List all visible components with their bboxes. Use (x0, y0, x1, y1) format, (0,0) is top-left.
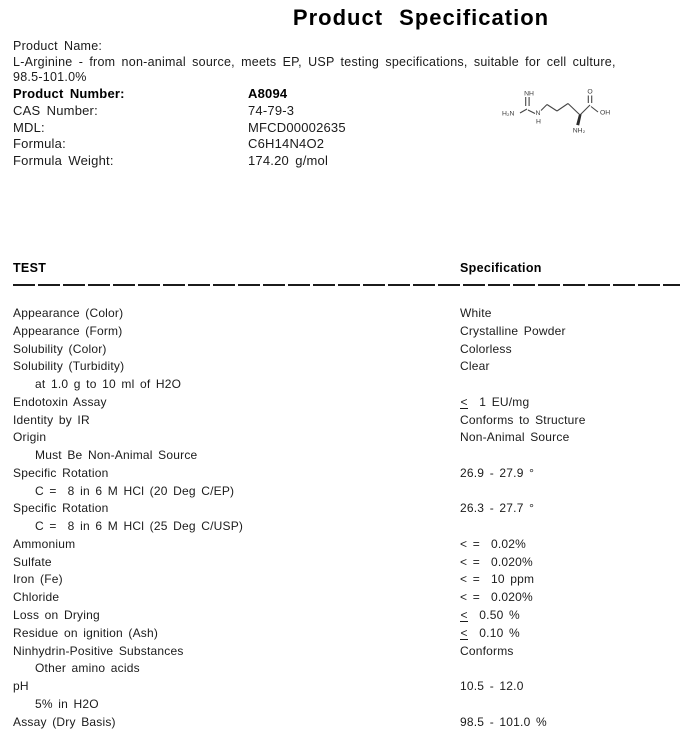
test-name: Specific Rotation (13, 501, 109, 516)
table-row (13, 341, 680, 359)
detail-label: Formula Weight: (13, 153, 114, 169)
table-row (13, 483, 680, 501)
nh-atom-label: NH (524, 90, 534, 98)
spec-value: < 1 EU/mg (460, 394, 530, 409)
spec-value: Crystalline Powder (460, 323, 566, 338)
test-name: Solubility (Color) (13, 341, 107, 356)
h2n-atom-label: H₂N (502, 110, 515, 118)
table-row (13, 358, 680, 376)
test-name: Solubility (Turbidity) (13, 359, 125, 374)
table-row (13, 394, 680, 412)
o-atom-label: O (587, 88, 593, 96)
test-name: Must Be Non-Animal Source (35, 448, 198, 463)
product-name-line-2: 98.5-101.0% (13, 70, 87, 84)
detail-label: CAS Number: (13, 102, 98, 118)
table-row (13, 625, 680, 643)
table-row (13, 607, 680, 625)
spec-value: < 0.50 % (460, 608, 520, 623)
detail-label: Formula: (13, 136, 66, 152)
detail-row (13, 120, 346, 137)
test-name: Iron (Fe) (13, 572, 63, 587)
product-name-line-1: L-Arginine - from non-animal source, meets EP, USP testing specifications, suitable for cell culture, (13, 55, 616, 69)
product-details (13, 86, 346, 170)
detail-row (13, 103, 346, 120)
table-row (13, 571, 680, 589)
spec-value: 26.3 - 27.7 ° (460, 501, 535, 516)
oh-atom-label: OH (600, 109, 611, 117)
spec-value: < = 0.020% (460, 554, 533, 569)
spec-value: 10.5 - 12.0 (460, 679, 524, 694)
table-row (13, 518, 680, 536)
test-name: Sulfate (13, 554, 52, 569)
test-name: Chloride (13, 590, 60, 605)
test-name: Identity by IR (13, 412, 90, 427)
page-title: Product Specification (292, 5, 550, 30)
table-header-row (13, 261, 667, 278)
spec-value: < = 0.02% (460, 536, 527, 551)
test-name: pH (13, 679, 29, 694)
spec-value: Conforms (460, 643, 514, 658)
test-name: Other amino acids (35, 661, 140, 676)
table-row (13, 536, 680, 554)
test-name: 5% in H2O (35, 696, 99, 711)
test-name: Appearance (Form) (13, 323, 123, 338)
table-row (13, 500, 680, 518)
table-row (13, 660, 680, 678)
table-row (13, 554, 680, 572)
detail-value: MFCD00002635 (248, 119, 346, 135)
spec-value: White (460, 306, 492, 320)
less-than-or-equal-symbol: < (460, 608, 468, 623)
spec-value: 98.5 - 101.0 % (460, 714, 547, 729)
test-name: Endotoxin Assay (13, 394, 107, 409)
test-name: Residue on ignition (Ash) (13, 625, 159, 640)
product-name-label: Product Name: (13, 39, 103, 53)
test-name: Ammonium (13, 536, 76, 551)
table-row (13, 589, 680, 607)
nh2-atom-label: NH₂ (572, 127, 586, 135)
test-name: Ninhydrin-Positive Substances (13, 643, 184, 658)
less-than-or-equal-symbol: < (460, 625, 468, 640)
test-name: Loss on Drying (13, 608, 100, 623)
table-row (13, 376, 680, 394)
table-row (13, 678, 680, 696)
test-name: Specific Rotation (13, 465, 109, 480)
spec-value: Conforms to Structure (460, 412, 586, 427)
spec-value: 26.9 - 27.9 ° (460, 465, 535, 480)
test-name: at 1.0 g to 10 ml of H2O (35, 377, 182, 392)
table-row (13, 714, 680, 732)
detail-value: 174.20 g/mol (248, 153, 329, 169)
spec-table (13, 305, 680, 731)
table-row (13, 412, 680, 430)
specification-column-header: Specification (460, 261, 542, 275)
chemical-structure-drawing (497, 84, 625, 142)
h-atom-label: H (536, 118, 541, 126)
test-name: C = 8 in 6 M HCl (20 Deg C/EP) (35, 483, 235, 498)
detail-row (13, 86, 346, 103)
table-row (13, 447, 680, 465)
stereo-wedge-bond (576, 114, 581, 125)
test-name: Origin (13, 430, 47, 445)
detail-row (13, 136, 346, 153)
spec-value: < = 10 ppm (460, 572, 535, 587)
spec-value: < = 0.020% (460, 590, 533, 605)
n-atom-label: N (535, 110, 541, 117)
table-row (13, 429, 680, 447)
table-row (13, 696, 680, 714)
test-column-header: TEST (13, 261, 47, 275)
spec-value: Clear (460, 359, 490, 374)
detail-row (13, 153, 346, 170)
detail-value: A8094 (248, 86, 288, 101)
less-than-or-equal-symbol: < (460, 394, 468, 409)
detail-value: 74-79-3 (248, 102, 295, 118)
spec-value: Non-Animal Source (460, 430, 570, 445)
test-name: Assay (Dry Basis) (13, 714, 116, 729)
product-name-section (13, 39, 663, 85)
spec-value: < 0.10 % (460, 625, 520, 640)
spec-value: Colorless (460, 341, 512, 356)
table-row (13, 305, 680, 323)
table-row (13, 465, 680, 483)
detail-label: MDL: (13, 119, 45, 135)
table-row (13, 643, 680, 661)
header-divider-line (13, 284, 680, 286)
detail-label: Product Number: (13, 86, 125, 101)
test-name: C = 8 in 6 M HCl (25 Deg C/USP) (35, 519, 244, 534)
detail-value: C6H14N4O2 (248, 136, 325, 152)
test-name: Appearance (Color) (13, 306, 124, 320)
table-row (13, 323, 680, 341)
